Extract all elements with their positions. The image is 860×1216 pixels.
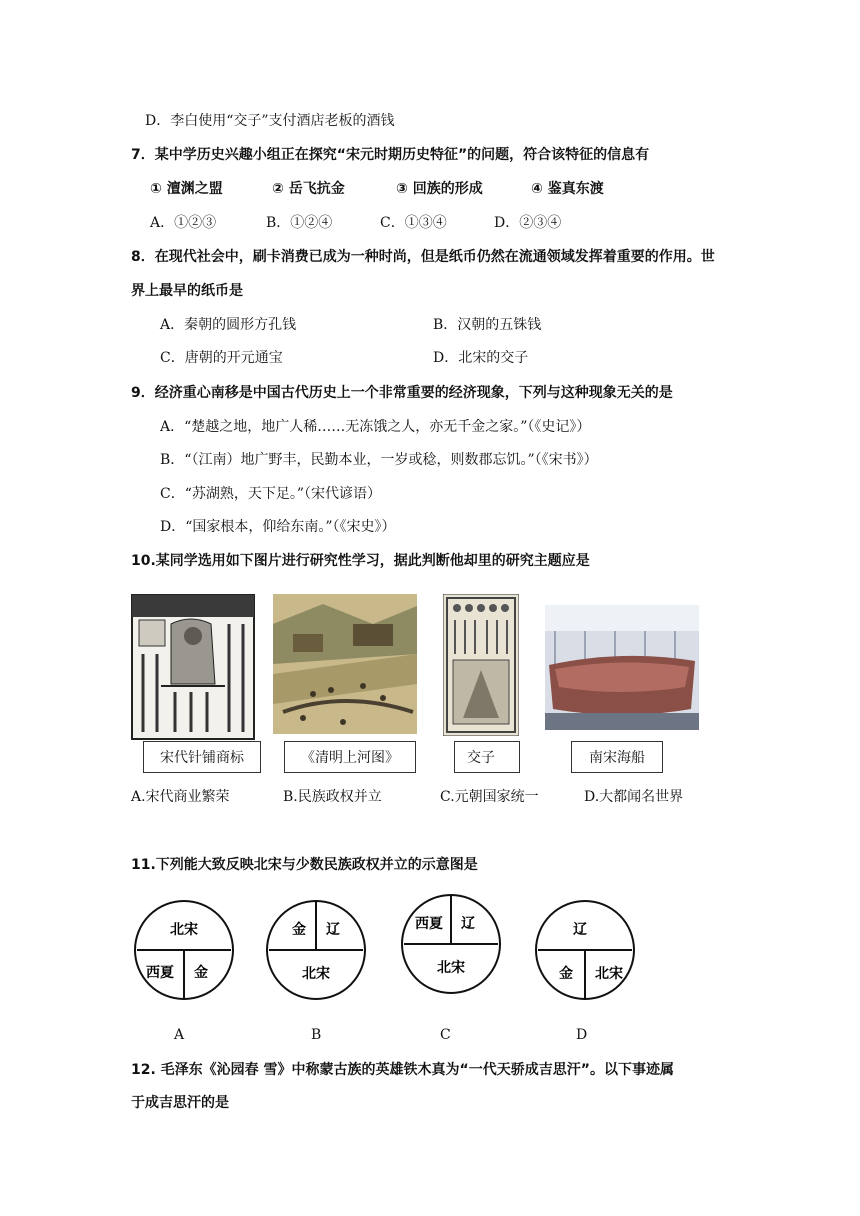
diagram-b-label-1: 金 <box>292 922 306 938</box>
needle-shop-trademark-image <box>131 594 255 740</box>
q10-option-b: B.民族政权并立 <box>283 789 382 805</box>
diagram-a-label-1: 北宋 <box>170 922 198 938</box>
diagram-b-label-3: 北宋 <box>302 966 330 982</box>
q12-stem-line2: 于成吉思汗的是 <box>131 1095 229 1111</box>
diagram-d-letter: D <box>576 1027 588 1043</box>
q8-option-b: B．汉朝的五铢钱 <box>433 317 542 333</box>
diagram-d-label-3: 北宋 <box>595 966 623 982</box>
diagram-c <box>400 884 502 1004</box>
q8-option-d: D．北宋的交子 <box>433 350 529 366</box>
diagram-c-label-1: 西夏 <box>415 916 443 932</box>
qingming-scroll-image <box>273 594 417 734</box>
caption-ship: 南宋海船 <box>571 741 663 773</box>
caption-jiaozi: 交子 <box>454 741 520 773</box>
diagram-c-letter: C <box>440 1027 451 1043</box>
caption-needle-shop: 宋代针铺商标 <box>143 741 261 773</box>
q7-option-a: A．①②③ <box>150 215 217 231</box>
diagram-b <box>265 890 367 1010</box>
q9-stem: 9．经济重心南移是中国古代历史上一个非常重要的经济现象，下列与这种现象无关的是 <box>131 385 673 401</box>
q7-option-c: C．①③④ <box>380 215 447 231</box>
diagram-d-label-2: 金 <box>559 966 573 982</box>
q7-item-4: ④ 鉴真东渡 <box>531 181 604 197</box>
southern-song-ship-image <box>545 605 699 730</box>
q10-option-c: C.元朝国家统一 <box>440 789 539 805</box>
q6-option-d: D．李白使用“交子”支付酒店老板的酒钱 <box>145 113 395 129</box>
q12-stem-line1: 12. 毛泽东《沁园春 雪》中称蒙古族的英雄铁木真为“一代天骄成吉思汗”。以下事迹属 <box>131 1062 674 1078</box>
diagram-a <box>133 890 235 1010</box>
q9-option-d: D．“国家根本，仰给东南。”（《宋史》） <box>160 519 396 535</box>
diagram-d <box>534 890 636 1010</box>
q8-option-a: A．秦朝的圆形方孔钱 <box>160 317 297 333</box>
q7-item-1: ① 澶渊之盟 <box>150 181 223 197</box>
q7-option-d: D．②③④ <box>494 215 562 231</box>
diagram-a-letter: A <box>174 1027 185 1043</box>
caption-qingming: 《清明上河图》 <box>284 741 416 773</box>
q10-option-d: D.大都闻名世界 <box>584 789 684 805</box>
q7-option-b: B．①②④ <box>266 215 333 231</box>
diagram-a-label-2: 西夏 <box>146 965 174 981</box>
diagram-b-label-2: 辽 <box>326 922 340 938</box>
q7-stem: 7．某中学历史兴趣小组正在探究“宋元时期历史特征”的问题，符合该特征的信息有 <box>131 147 650 163</box>
q11-stem: 11.下列能大致反映北宋与少数民族政权并立的示意图是 <box>131 857 478 873</box>
diagram-a-label-3: 金 <box>194 965 208 981</box>
q8-stem-line1: 8．在现代社会中，刷卡消费已成为一种时尚，但是纸币仍然在流通领域发挥着重要的作用。世 <box>131 249 715 265</box>
diagram-c-label-3: 北宋 <box>437 960 465 976</box>
diagram-c-label-2: 辽 <box>461 916 475 932</box>
q9-option-a: A．“楚越之地，地广人稀……无冻饿之人，亦无千金之家。”（《史记》） <box>160 419 591 435</box>
q9-option-b: B．“（江南）地广野丰，民勤本业，一岁或稔，则数郡忘饥。”（《宋书》） <box>160 452 598 468</box>
diagram-d-label-1: 辽 <box>573 922 587 938</box>
q10-option-a: A.宋代商业繁荣 <box>131 789 230 805</box>
jiaozi-banknote-image <box>443 594 519 736</box>
q10-stem: 10.某同学选用如下图片进行研究性学习，据此判断他却里的研究主题应是 <box>131 553 590 569</box>
q8-stem-line2: 界上最早的纸币是 <box>131 283 243 299</box>
q9-option-c: C．“苏湖熟，天下足。”（宋代谚语） <box>160 486 382 502</box>
q7-item-3: ③ 回族的形成 <box>396 181 483 197</box>
q7-item-2: ② 岳飞抗金 <box>272 181 345 197</box>
diagram-b-letter: B <box>311 1027 322 1043</box>
q8-option-c: C．唐朝的开元通宝 <box>160 350 283 366</box>
